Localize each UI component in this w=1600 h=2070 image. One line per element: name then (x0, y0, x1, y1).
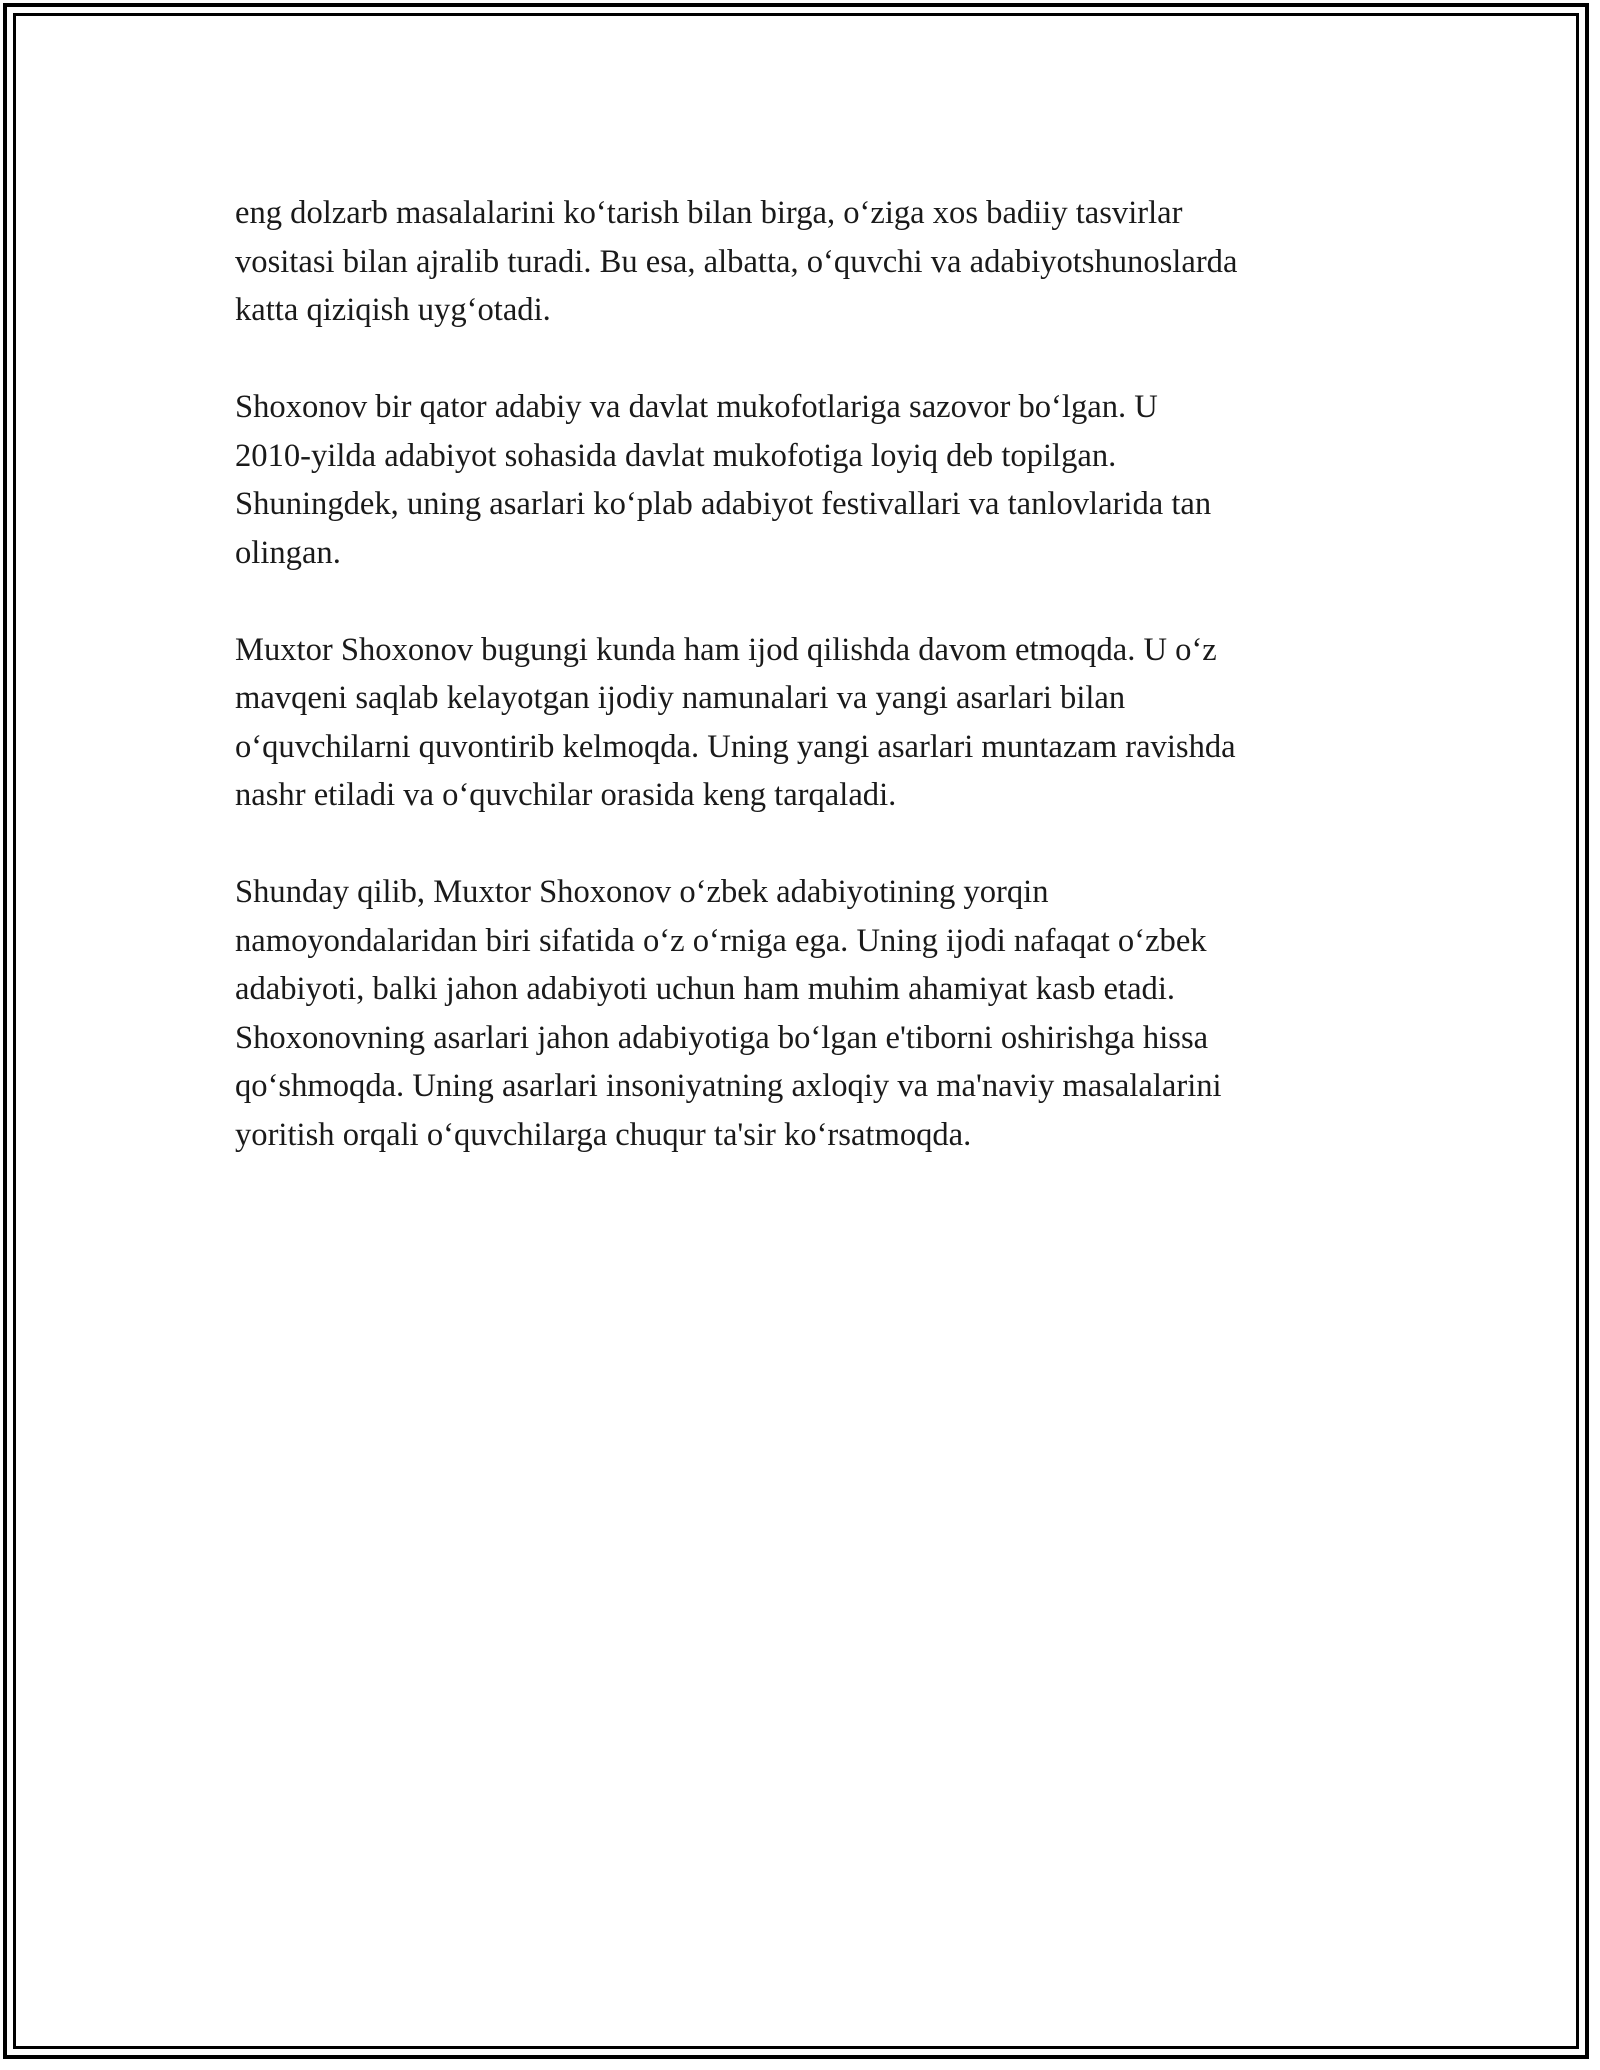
paragraph-1: eng dolzarb masalalarini ko‘tarish bilan birga, o‘ziga xos badiiy tasvirlar vositasi bilan ajralib turadi. Bu esa, albatta, o‘quvchi va adabiyotshunoslarda katta qiziqish uyg‘otadi. (235, 195, 1238, 328)
paragraph-4: Shunday qilib, Muxtor Shoxonov o‘zbek adabiyotining yorqin namoyondalaridan biri sifatida o‘z o‘rniga ega. Uning ijodi nafaqat o‘zbek adabiyoti, balki jahon adabiyoti uchun ham muhim ahamiyat kasb etadi. Shoxonovning asarlari jahon adabiyotiga bo‘lgan e'tiborni oshirishga hissa qo‘shmoqda. Uning asarlari insoniyatning axloqiy va ma'naviy masalalarini yoritish orqali o‘quvchilarga chuqur ta'sir ko‘rsatmoqda. (235, 874, 1222, 1153)
paragraph-3: Muxtor Shoxonov bugungi kunda ham ijod qilishda davom etmoqda. U o‘z mavqeni saqlab kelayotgan ijodiy namunalari va yangi asarlari bilan o‘quvchilarni quvontirib kelmoqda. Uning yangi asarlari muntazam ravishda nashr etiladi va o‘quvchilar orasida keng tarqaladi. (235, 631, 1236, 813)
document-body (235, 189, 1375, 1159)
paragraph-2: Shoxonov bir qator adabiy va davlat mukofotlariga sazovor bo‘lgan. U 2010-yilda adabiyot sohasida davlat mukofotiga loyiq deb topilgan. Shuningdek, uning asarlari ko‘plab adabiyot festivallari va tanlovlarida tan olingan. (235, 389, 1212, 571)
